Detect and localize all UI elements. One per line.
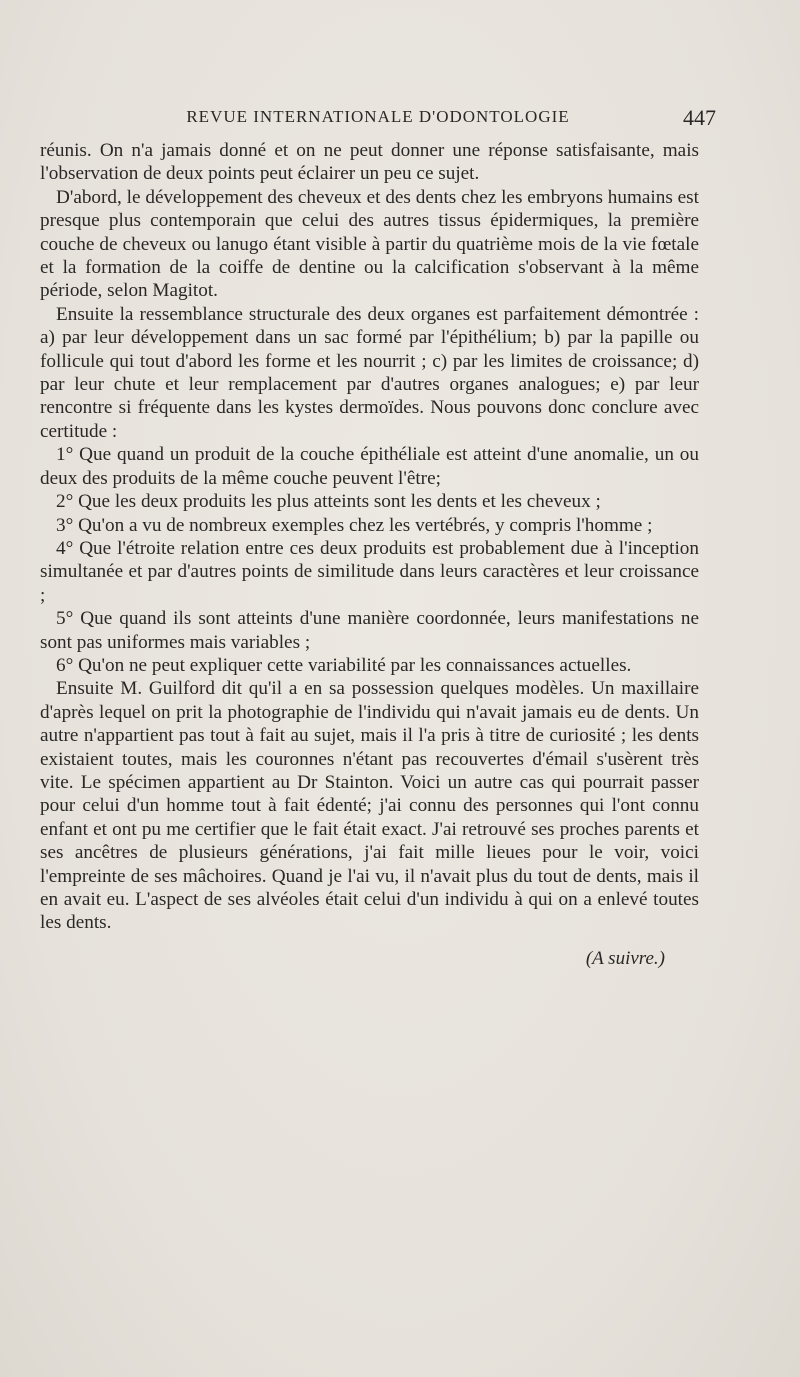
list-item: 2° Que les deux produits les plus atteints sont les dents et les cheveux ; bbox=[56, 491, 601, 513]
running-head bbox=[40, 105, 716, 133]
list-item: 5° Que quand ils sont atteints d'une manière coordonnée, leurs manifestations ne sont pas uniformes mais variables ; bbox=[40, 608, 699, 653]
body-text bbox=[40, 139, 699, 970]
list-item: 6° Qu'on ne peut expliquer cette variabilité par les connaissances actuelles. bbox=[56, 654, 632, 676]
paragraph: Ensuite la ressemblance structurale des deux organes est parfaitement démontrée : a) par leur développement dans un sac formé par l'épithélium; b) par la papille ou follicule qui tout d'abord les forme et les nourrit ; c) par les limites de croissance; d) par leur chute et leur remplacement par d'autres organes analogues; e) par leur rencontre si fréquente dans les kystes dermoïdes. Nous pouvons donc conclure avec certitude : bbox=[40, 303, 699, 442]
paragraph: réunis. On n'a jamais donné et on ne peut donner une réponse satisfaisante, mais l'observation de deux points peut éclairer un peu ce sujet. bbox=[40, 140, 699, 185]
list-item: 1° Que quand un produit de la couche épithéliale est atteint d'une anomalie, un ou deux des produits de la même couche peuvent l'être; bbox=[40, 444, 699, 489]
page-number: 447 bbox=[683, 105, 716, 130]
to-be-continued: (A suivre.) bbox=[585, 947, 665, 969]
paragraph: D'abord, le développement des cheveux et des dents chez les embryons humains est presque plus contemporain que celui des autres tissus épidermiques, la première couche de cheveux ou lanugo étant visible à partir du quatrième mois de la vie fœtale et la formation de la coiffe de dentine ou la calcification s'observant à la même période, selon Magitot. bbox=[40, 186, 699, 302]
list-item: 4° Que l'étroite relation entre ces deux produits est probablement due à l'inception simultanée et par d'autres points de similitude dans leurs caractères et leur croissance ; bbox=[40, 537, 699, 606]
running-title: REVUE INTERNATIONALE D'ODONTOLOGIE bbox=[186, 107, 570, 126]
paragraph: Ensuite M. Guilford dit qu'il a en sa possession quelques modèles. Un maxillaire d'après lequel on prit la photographie de l'individu qui n'avait jamais eu de dents. Un autre n'appartient pas tout à fait au sujet, mais il l'a pris à titre de curiosité ; les dents existaient toutes, mais les couronnes n'étant pas recouvertes d'émail s'usèrent très vite. Le spécimen appartient au Dr Stainton. Voici un autre cas qui pourrait passer pour celui d'un homme tout à fait édenté; j'ai connu des personnes qui l'ont connu enfant et ont pu me certifier que le fait était exact. J'ai retrouvé ses proches parents et ses ancêtres de plusieurs générations, j'ai fait mille lieues pour le voir, voici l'empreinte de ses mâchoires. Quand je l'ai vu, il n'avait plus du tout de dents, mais il en avait eu. L'aspect de ses alvéoles était celui d'un individu à qui on a enlevé toutes les dents. bbox=[40, 678, 699, 934]
list-item: 3° Qu'on a vu de nombreux exemples chez les vertébrés, y compris l'homme ; bbox=[56, 514, 653, 536]
